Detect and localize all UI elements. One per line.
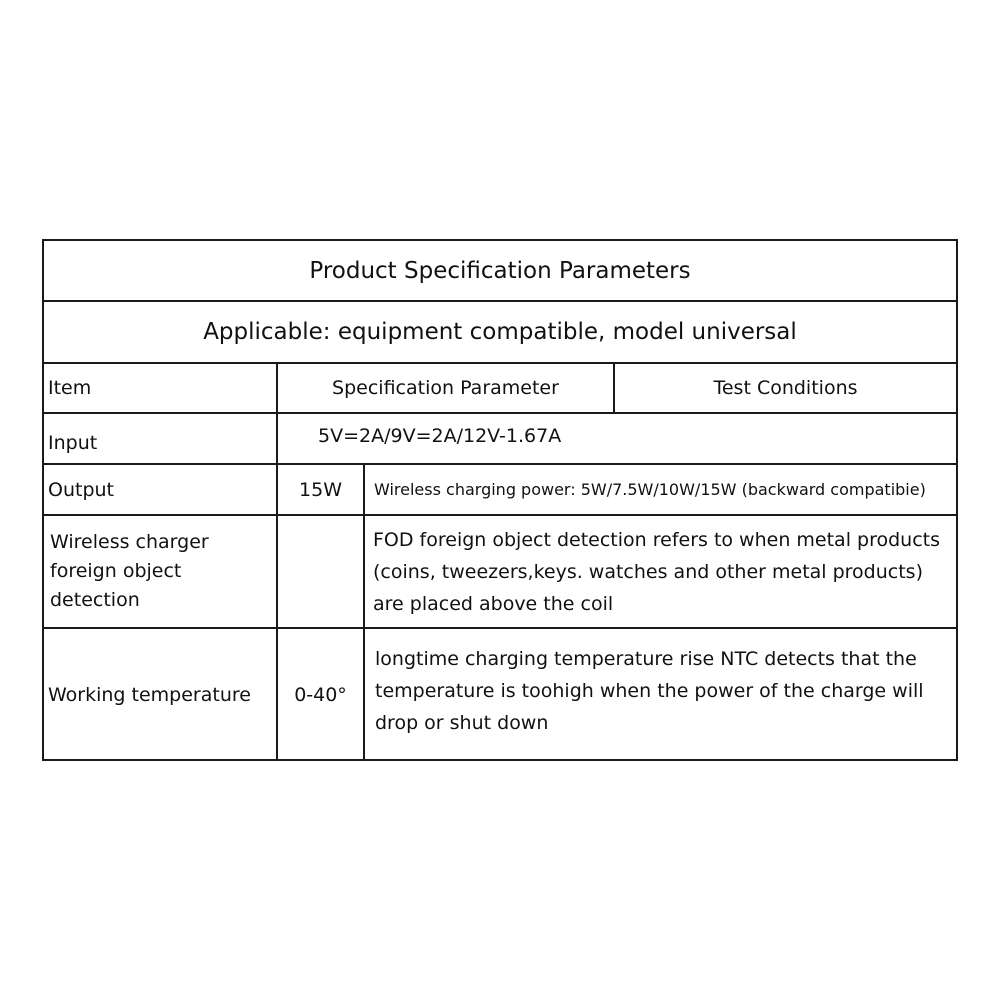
input-item: Input [48,432,98,454]
temperature-spec: 0-40° [294,684,347,706]
column-divider [363,463,365,761]
input-spec: 5V=2A/9V=2A/12V-1.67A [318,425,562,447]
spec-table [42,239,958,761]
header-spec: Specification Parameter [332,377,559,399]
output-test: Wireless charging power: 5W/7.5W/10W/15W (backward compatibie) [374,480,926,499]
temperature-item: Working temperature [48,684,251,706]
header-item: Item [48,377,92,399]
table-subtitle: Applicable: equipment compatible, model universal [203,319,797,345]
table-title: Product Specification Parameters [309,257,691,284]
output-item: Output [48,478,114,501]
output-spec: 15W [299,478,342,501]
header-test: Test Conditions [713,377,858,399]
temperature-test: longtime charging temperature rise NTC detects that the temperature is toohigh when the power of the charge will drop or shut down [375,648,924,734]
fod-item: Wireless charger foreign object detection [50,531,209,611]
fod-test: FOD foreign object detection refers to when metal products (coins, tweezers,keys. watches and other metal products) are placed above the coil [373,528,940,615]
